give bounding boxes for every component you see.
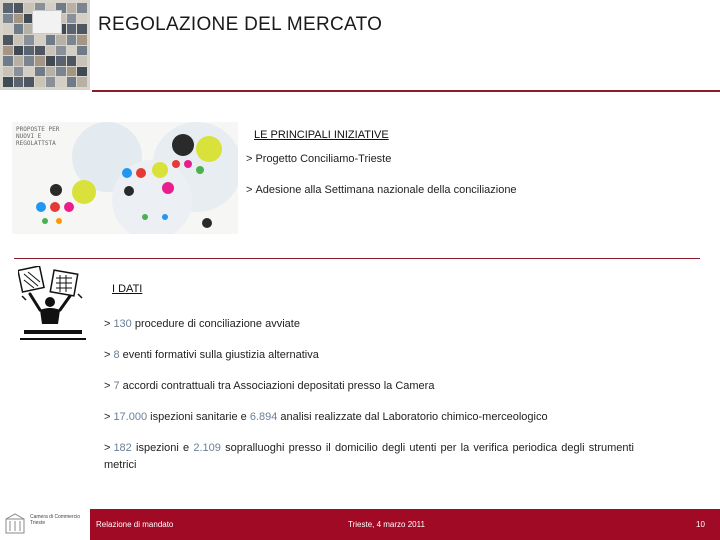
section-divider	[14, 258, 700, 259]
thumbnail-tile	[67, 56, 77, 66]
thumbnail-tile	[14, 3, 24, 13]
data-item	[104, 318, 300, 330]
thumbnail-tile	[14, 24, 24, 34]
thumbnail-tile	[35, 35, 45, 45]
thumbnail-tile	[3, 56, 13, 66]
thumbnail-tile	[3, 67, 13, 77]
bullet-marker: >	[104, 442, 111, 454]
thumbnail-tile	[3, 77, 13, 87]
data-text: accordi contrattuali tra Associazioni depositati presso la Camera	[119, 380, 435, 392]
data-item	[104, 380, 434, 392]
thumbnail-tile	[46, 35, 56, 45]
thumbnail-tile	[67, 14, 77, 24]
infographic-caption: PROPOSTE PER NUOVI E REGOLATTSTA	[16, 126, 60, 147]
thumbnail-tile	[77, 67, 87, 77]
thumbnail-tile	[14, 77, 24, 87]
data-item	[104, 349, 319, 361]
slide-header	[0, 0, 720, 92]
data-value: 182	[113, 442, 132, 454]
data-text: procedure di conciliazione avviate	[131, 318, 300, 330]
thumbnail-tile	[77, 35, 87, 45]
thumbnail-tile	[14, 56, 24, 66]
slide-footer	[0, 509, 720, 540]
thumbnail-tile	[67, 3, 77, 13]
thumbnail-tile	[35, 46, 45, 56]
data-text-secondary: sopralluoghi presso il domicilio degli utenti per la verifica periodica degli strumenti metrici	[104, 442, 634, 471]
thumbnail-tile	[24, 77, 34, 87]
thumbnail-tile	[46, 46, 56, 56]
bullet-marker: >	[104, 380, 111, 392]
bullet-marker: >	[246, 153, 253, 165]
thumbnail-tile	[24, 56, 34, 66]
data-value-secondary: 6.894	[249, 411, 278, 423]
thumbnail-tile	[56, 35, 66, 45]
data-item	[104, 411, 548, 423]
footer-date: Trieste, 4 marzo 2011	[348, 520, 425, 529]
data-value-secondary: 2.109	[193, 442, 221, 454]
initiatives-title: LE PRINCIPALI INIZIATIVE	[254, 129, 389, 141]
thumbnail-tile	[77, 56, 87, 66]
thumbnail-tile	[67, 77, 77, 87]
thumbnail-tile	[77, 77, 87, 87]
data-text: ispezioni sanitarie e	[147, 411, 250, 423]
header-divider	[92, 90, 720, 92]
thumbnail-tile	[46, 56, 56, 66]
thumbnail-tile	[14, 67, 24, 77]
data-text: ispezioni e	[131, 442, 194, 454]
chamber-logo-icon	[4, 513, 26, 535]
thumbnail-tile	[3, 35, 13, 45]
header-logo	[32, 10, 62, 34]
initiative-item	[246, 184, 517, 196]
thumbnail-tile	[77, 46, 87, 56]
footer-logo	[0, 509, 90, 540]
bullet-marker: >	[104, 318, 111, 330]
initiative-item	[246, 153, 391, 165]
thumbnail-tile	[56, 46, 66, 56]
thumbnail-tile	[14, 14, 24, 24]
data-text-secondary: analisi realizzate dal Laboratorio chimico-merceologico	[277, 411, 548, 423]
thumbnail-tile	[77, 24, 87, 34]
thumbnail-tile	[3, 14, 13, 24]
thumbnail-tile	[24, 35, 34, 45]
data-item	[104, 440, 634, 474]
thumbnail-tile	[77, 3, 87, 13]
thumbnail-tile	[56, 67, 66, 77]
thumbnail-tile	[67, 46, 77, 56]
justice-scale-icon	[18, 266, 88, 346]
bullet-marker: >	[104, 349, 111, 361]
thumbnail-tile	[67, 24, 77, 34]
thumbnail-tile	[77, 14, 87, 24]
initiative-text: Progetto Conciliamo-Trieste	[255, 153, 392, 165]
thumbnail-tile	[35, 67, 45, 77]
thumbnail-tile	[3, 46, 13, 56]
data-value: 17.000	[113, 411, 148, 423]
thumbnail-tile	[67, 67, 77, 77]
thumbnail-tile	[3, 24, 13, 34]
thumbnail-tile	[24, 46, 34, 56]
infographic-image	[12, 122, 238, 234]
thumbnail-tile	[14, 46, 24, 56]
header-thumbnail-image	[0, 0, 90, 90]
initiative-text: Adesione alla Settimana nazionale della conciliazione	[255, 184, 517, 196]
thumbnail-tile	[14, 35, 24, 45]
footer-logo-text: Camera di Commercio Trieste	[30, 514, 81, 526]
footer-bar	[90, 509, 720, 540]
data-value: 7	[113, 380, 120, 392]
data-value: 8	[113, 349, 120, 361]
thumbnail-tile	[56, 77, 66, 87]
thumbnail-tile	[46, 77, 56, 87]
thumbnail-tile	[56, 56, 66, 66]
bullet-marker: >	[246, 184, 253, 196]
page-number: 10	[696, 520, 705, 529]
footer-document-title: Relazione di mandato	[96, 520, 174, 529]
data-value: 130	[113, 318, 132, 330]
bullet-marker: >	[104, 411, 111, 423]
page-title: REGOLAZIONE DEL MERCATO	[98, 14, 383, 35]
thumbnail-tile	[3, 3, 13, 13]
thumbnail-tile	[46, 67, 56, 77]
thumbnail-tile	[24, 67, 34, 77]
thumbnail-tile	[67, 35, 77, 45]
data-title: I DATI	[112, 283, 143, 295]
thumbnail-tile	[35, 56, 45, 66]
data-text: eventi formativi sulla giustizia alternativa	[119, 349, 319, 361]
thumbnail-tile	[35, 77, 45, 87]
